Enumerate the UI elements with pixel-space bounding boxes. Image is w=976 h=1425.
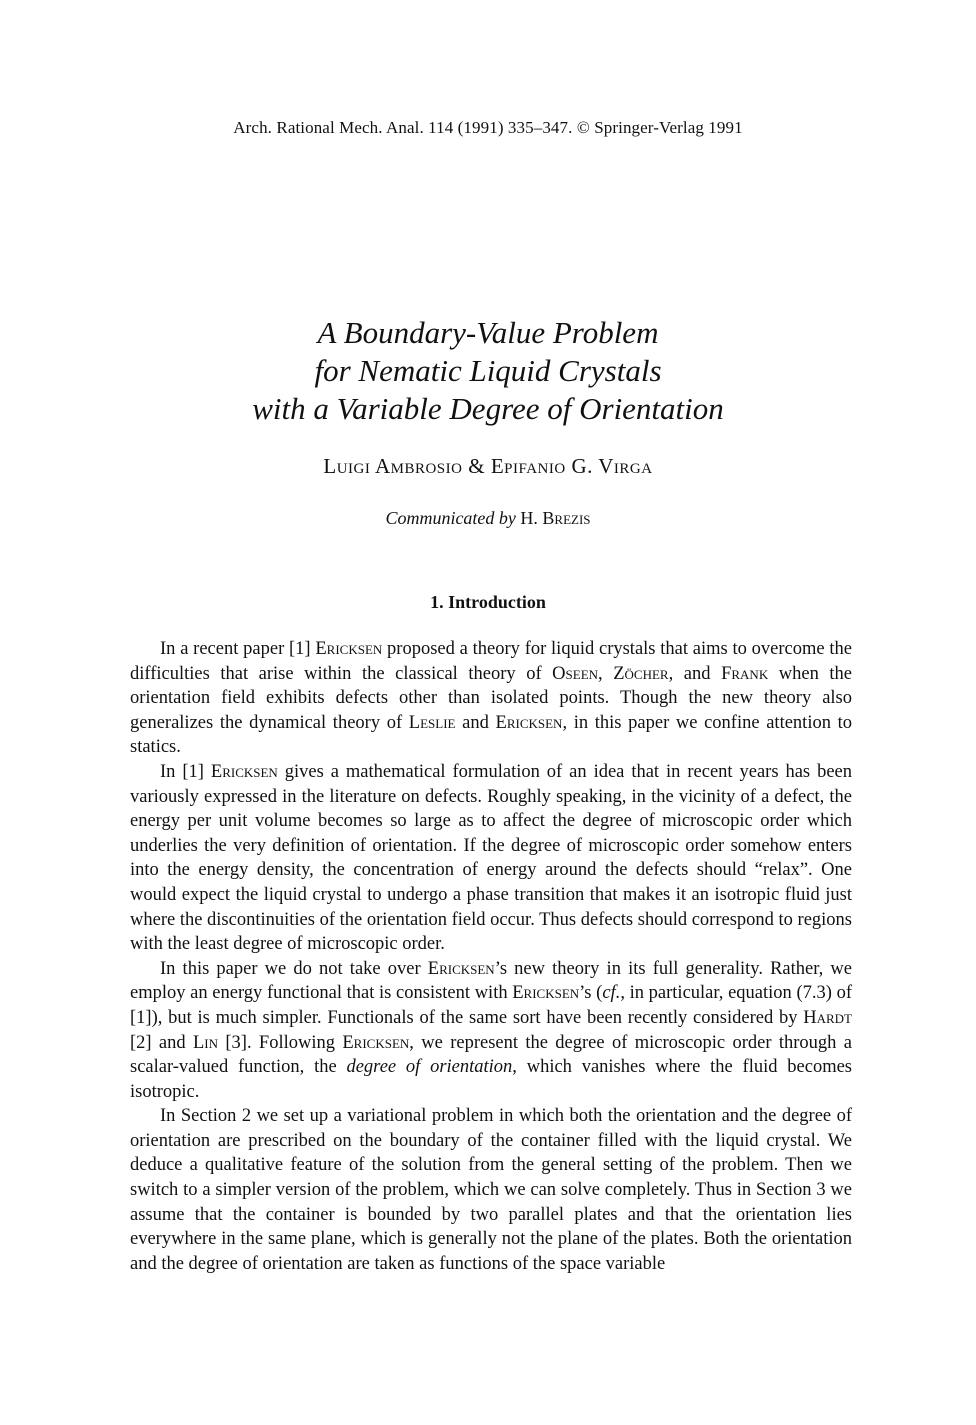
text-run: , in this paper we confine attention to statics. — [130, 712, 853, 758]
author-reference: Lin — [193, 1032, 219, 1053]
text-run: , — [598, 663, 614, 684]
author-list — [0, 454, 976, 479]
paper-title — [0, 314, 976, 428]
emphasis: degree of orientation — [346, 1057, 513, 1078]
text-run: , and — [668, 663, 722, 684]
communicator-name: Brezis — [542, 508, 591, 528]
author-name: Luigi Ambrosio — [323, 454, 463, 478]
text-run: , which vanishes where the fluid becomes isotropic. — [130, 1057, 852, 1102]
emphasis: cf. — [602, 983, 621, 1004]
text-run: , in particular, equation (7.3) of [1]), but is much simpler. Functionals of the same sort have been recently considered by — [130, 983, 852, 1028]
text-run: [2] and — [130, 1032, 193, 1053]
title-line-3: with a Variable Degree of Orientation — [252, 391, 724, 426]
paragraph-1 — [130, 637, 852, 760]
text-run: In this paper we do not take over — [160, 958, 428, 979]
paragraph-4 — [130, 1104, 852, 1276]
body-text — [130, 637, 852, 1276]
paragraph-2 — [130, 760, 852, 957]
text-run: [3]. Following — [218, 1032, 343, 1053]
author-reference: Leslie — [408, 712, 456, 733]
author-reference: Frank — [721, 663, 769, 684]
text-run: In Section 2 we set up a variational problem in which both the orientation and the degree of orientation are prescribed on the boundary of the container filled with the liquid crystal. We deduce a qualitative feature of the solution from the general setting of the problem. Then we switch to a simpler version of the problem, which we can solve completely. Thus in Section 3 we assume that the container is bounded by two parallel plates and that the orientation lies everywhere in the same plane, which is generally not the plane of the plates. Both the orientation and the degree of orientation are taken as functions of the space variable — [130, 1106, 852, 1274]
paragraph-3 — [130, 957, 852, 1105]
journal-citation: Arch. Rational Mech. Anal. 114 (1991) 335–347. © Springer-Verlag 1991 — [233, 118, 743, 137]
author-reference: Ericksen — [342, 1032, 410, 1053]
text-run: In [1] — [160, 761, 211, 782]
text-run: proposed a theory for liquid crystals that aims to overcome the difficulties that arise within the classical theory of — [130, 639, 852, 684]
text-run: gives a mathematical formulation of an idea that in recent years has been variously expressed in the literature on defects. Roughly speaking, in the vicinity of a defect, the energy per unit volume becomes so large as to affect the degree of microscopic order which underlies the very definition of orientation. If the degree of microscopic order somehow enters into the energy density, the concentration of energy around the defects should “relax”. One would expect the liquid crystal to undergo a phase transition that makes it an isotropic fluid just where the discontinuities of the orientation field occur. Thus defects should correspond to regions with the least degree of microscopic order. — [130, 761, 853, 955]
text-run: ’s ( — [579, 983, 603, 1004]
author-reference: Ericksen — [210, 761, 278, 782]
author-separator: & — [462, 454, 491, 478]
author-reference: Zöcher — [613, 663, 669, 684]
text-run: , we represent the degree of microscopic order through a scalar-valued function, the — [130, 1032, 852, 1078]
text-run: ’s new theory in its full generality. Rather, we employ an energy functional that is consistent with — [130, 958, 852, 1004]
author-reference: Ericksen — [315, 639, 383, 659]
communicated-by-prefix: Communicated by — [385, 508, 516, 528]
communicator-initial: H. — [520, 508, 538, 528]
section-heading: 1. Introduction — [430, 592, 546, 612]
author-reference: Oseen — [552, 663, 599, 684]
author-reference: Ericksen — [512, 983, 580, 1004]
title-line-2: for Nematic Liquid Crystals — [314, 353, 662, 388]
author-reference: Hardt — [803, 1007, 852, 1028]
title-line-1: A Boundary-Value Problem — [317, 315, 659, 350]
text-run: In a recent paper [1] — [160, 639, 316, 659]
author-reference: Ericksen — [495, 712, 563, 733]
text-run: when the orientation field exhibits defects other than isolated points. Though the new theory also generalizes the dynamical theory of — [130, 663, 852, 733]
communicated-by — [0, 508, 976, 529]
author-name: Epifanio G. Virga — [490, 454, 653, 478]
author-reference: Ericksen — [427, 958, 495, 979]
text-run: and — [455, 712, 496, 733]
